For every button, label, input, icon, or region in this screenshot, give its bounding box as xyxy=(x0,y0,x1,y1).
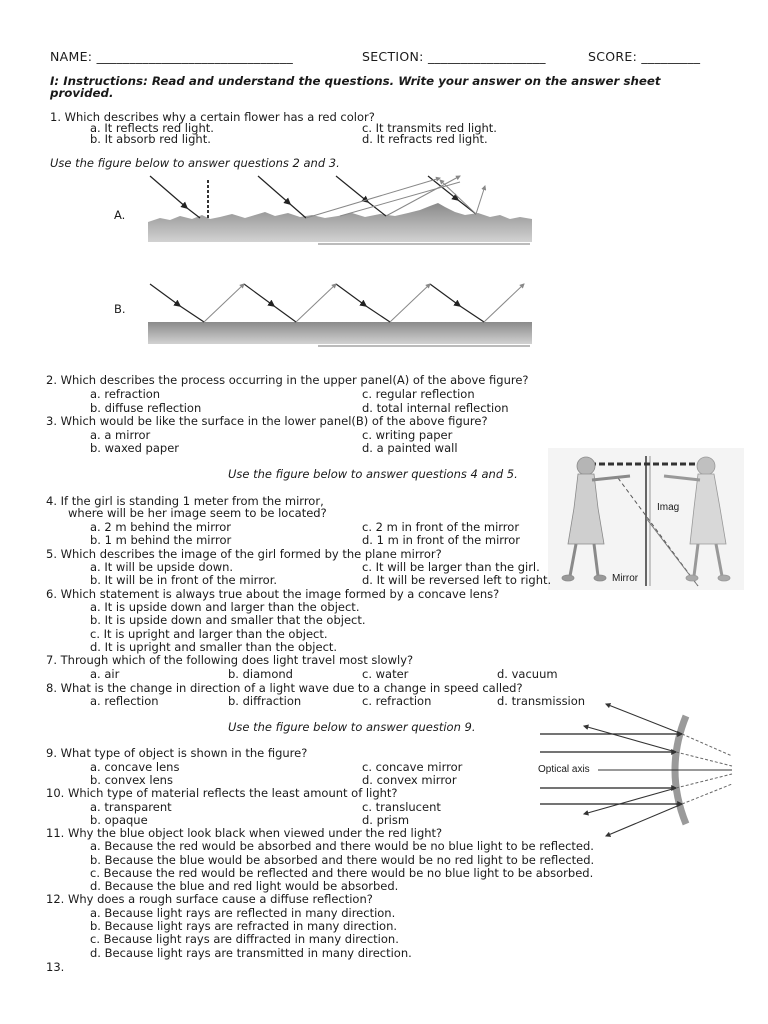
question-8-option-c: c. refraction xyxy=(362,694,432,708)
question-8-option-d: d. transmission xyxy=(497,694,586,708)
question-8-option-b: b. diffraction xyxy=(228,694,302,708)
incident-ray xyxy=(336,176,368,202)
question-11-option-b: b. Because the blue would be absorbed and there would be no red light to be reflected. xyxy=(90,853,595,867)
question-5-option-a: a. It will be upside down. xyxy=(90,560,234,574)
question-1-option-c: c. It transmits red light. xyxy=(362,121,497,135)
question-3-option-d: d. a painted wall xyxy=(362,441,458,455)
rough-surface xyxy=(148,203,532,242)
question-7-option-c: c. water xyxy=(362,667,409,681)
question-5-option-b: b. It will be in front of the mirror. xyxy=(90,573,278,587)
instructions-line-2: provided. xyxy=(50,86,114,100)
question-1-option-a: a. It reflects red light. xyxy=(90,121,214,135)
question-9-option-c: c. concave mirror xyxy=(362,760,463,774)
question-2-option-a: a. refraction xyxy=(90,387,161,401)
question-10-option-b: b. opaque xyxy=(90,813,148,827)
question-9-stem: 9. What type of object is shown in the figure? xyxy=(46,746,308,760)
question-12-option-d: d. Because light rays are transmitted in many direction. xyxy=(90,946,412,960)
plane-mirror-figure xyxy=(548,448,744,590)
question-11-option-c: c. Because the red would be reflected and there would be no blue light to be absorbed. xyxy=(90,866,594,880)
question-4-option-c: c. 2 m in front of the mirror xyxy=(362,520,520,534)
optical-axis-label: Optical axis xyxy=(538,764,590,775)
question-10-option-c: c. translucent xyxy=(362,800,441,814)
image-label: Imag xyxy=(657,502,680,513)
question-7-option-b: b. diamond xyxy=(228,667,293,681)
question-11-stem: 11. Why the blue object look black when viewed under the red light? xyxy=(46,826,443,840)
question-10-stem: 10. Which type of material reflects the least amount of light? xyxy=(46,786,398,800)
question-12-option-a: a. Because light rays are reflected in many direction. xyxy=(90,906,396,920)
question-2-option-d: d. total internal reflection xyxy=(362,401,509,415)
question-9-option-a: a. concave lens xyxy=(90,760,180,774)
panel-a-label: A. xyxy=(114,208,126,222)
question-3-stem: 3. Which would be like the surface in the lower panel(B) of the above figure? xyxy=(46,414,488,428)
panel-b-label: B. xyxy=(114,302,126,316)
question-6-option-c: c. It is upright and larger than the object. xyxy=(90,627,328,641)
question-7-option-a: a. air xyxy=(90,667,120,681)
question-6-option-d: d. It is upright and smaller than the object. xyxy=(90,640,338,654)
incident-ray xyxy=(150,176,187,208)
section-field-label: SECTION: __________________ xyxy=(362,49,546,64)
question-3-option-b: b. waxed paper xyxy=(90,441,179,455)
question-6-option-a: a. It is upside down and larger than the object. xyxy=(90,600,360,614)
question-1-option-d: d. It refracts red light. xyxy=(362,132,488,146)
instructions-line-1: I: Instructions: Read and understand the questions. Write your answer on the answer sheet xyxy=(50,74,661,88)
figure-note-q2-3: Use the figure below to answer questions 2 and 3. xyxy=(50,156,340,170)
score-field-label: SCORE: _________ xyxy=(588,49,701,64)
question-4-option-d: d. 1 m in front of the mirror xyxy=(362,533,521,547)
question-2-stem: 2. Which describes the process occurring in the upper panel(A) of the above figure? xyxy=(46,373,529,387)
incident-ray xyxy=(258,176,290,204)
name-field-label: NAME: ______________________________ xyxy=(50,49,294,64)
question-9-option-b: b. convex lens xyxy=(90,773,173,787)
question-7-stem: 7. Through which of the following does light travel most slowly? xyxy=(46,653,414,667)
question-7-option-d: d. vacuum xyxy=(497,667,558,681)
mirror-label: Mirror xyxy=(612,573,639,584)
question-10-option-d: d. prism xyxy=(362,813,410,827)
figure-note-q4-5: Use the figure below to answer questions 4 and 5. xyxy=(228,467,518,481)
question-13-stem: 13. xyxy=(46,960,65,974)
question-12-option-b: b. Because light rays are refracted in many direction. xyxy=(90,919,398,933)
question-4-stem-line-2: where will be her image seem to be located? xyxy=(68,506,327,520)
question-10-option-a: a. transparent xyxy=(90,800,172,814)
question-3-option-c: c. writing paper xyxy=(362,428,453,442)
reflected-ray xyxy=(476,186,485,214)
question-3-option-a: a. a mirror xyxy=(90,428,151,442)
question-9-option-d: d. convex mirror xyxy=(362,773,457,787)
question-6-option-b: b. It is upside down and smaller that the object. xyxy=(90,613,366,627)
question-2-option-c: c. regular reflection xyxy=(362,387,475,401)
regular-reflection-rays xyxy=(150,284,484,322)
question-12-option-c: c. Because light rays are diffracted in many direction. xyxy=(90,932,399,946)
reflection-surfaces-figure xyxy=(140,172,540,352)
question-4-option-a: a. 2 m behind the mirror xyxy=(90,520,231,534)
question-12-stem: 12. Why does a rough surface cause a diffuse reflection? xyxy=(46,892,373,906)
question-6-stem: 6. Which statement is always true about the image formed by a concave lens? xyxy=(46,587,500,601)
question-8-stem: 8. What is the change in direction of a light wave due to a change in speed called? xyxy=(46,681,523,695)
question-4-stem: 4. If the girl is standing 1 meter from the mirror, xyxy=(46,494,324,508)
question-5-option-d: d. It will be reversed left to right. xyxy=(362,573,552,587)
question-8-option-a: a. reflection xyxy=(90,694,159,708)
question-5-stem: 5. Which describes the image of the girl formed by the plane mirror? xyxy=(46,547,442,561)
smooth-surface xyxy=(148,322,532,344)
question-1-stem: 1. Which describes why a certain flower has a red color? xyxy=(50,110,375,124)
question-11-option-d: d. Because the blue and red light would be absorbed. xyxy=(90,879,399,893)
question-5-option-c: c. It will be larger than the girl. xyxy=(362,560,540,574)
question-2-option-b: b. diffuse reflection xyxy=(90,401,202,415)
question-1-option-b: b. It absorb red light. xyxy=(90,132,211,146)
question-11-option-a: a. Because the red would be absorbed and there would be no blue light to be reflected. xyxy=(90,839,594,853)
question-4-option-b: b. 1 m behind the mirror xyxy=(90,533,232,547)
figure-note-q9: Use the figure below to answer question 9. xyxy=(228,720,476,734)
